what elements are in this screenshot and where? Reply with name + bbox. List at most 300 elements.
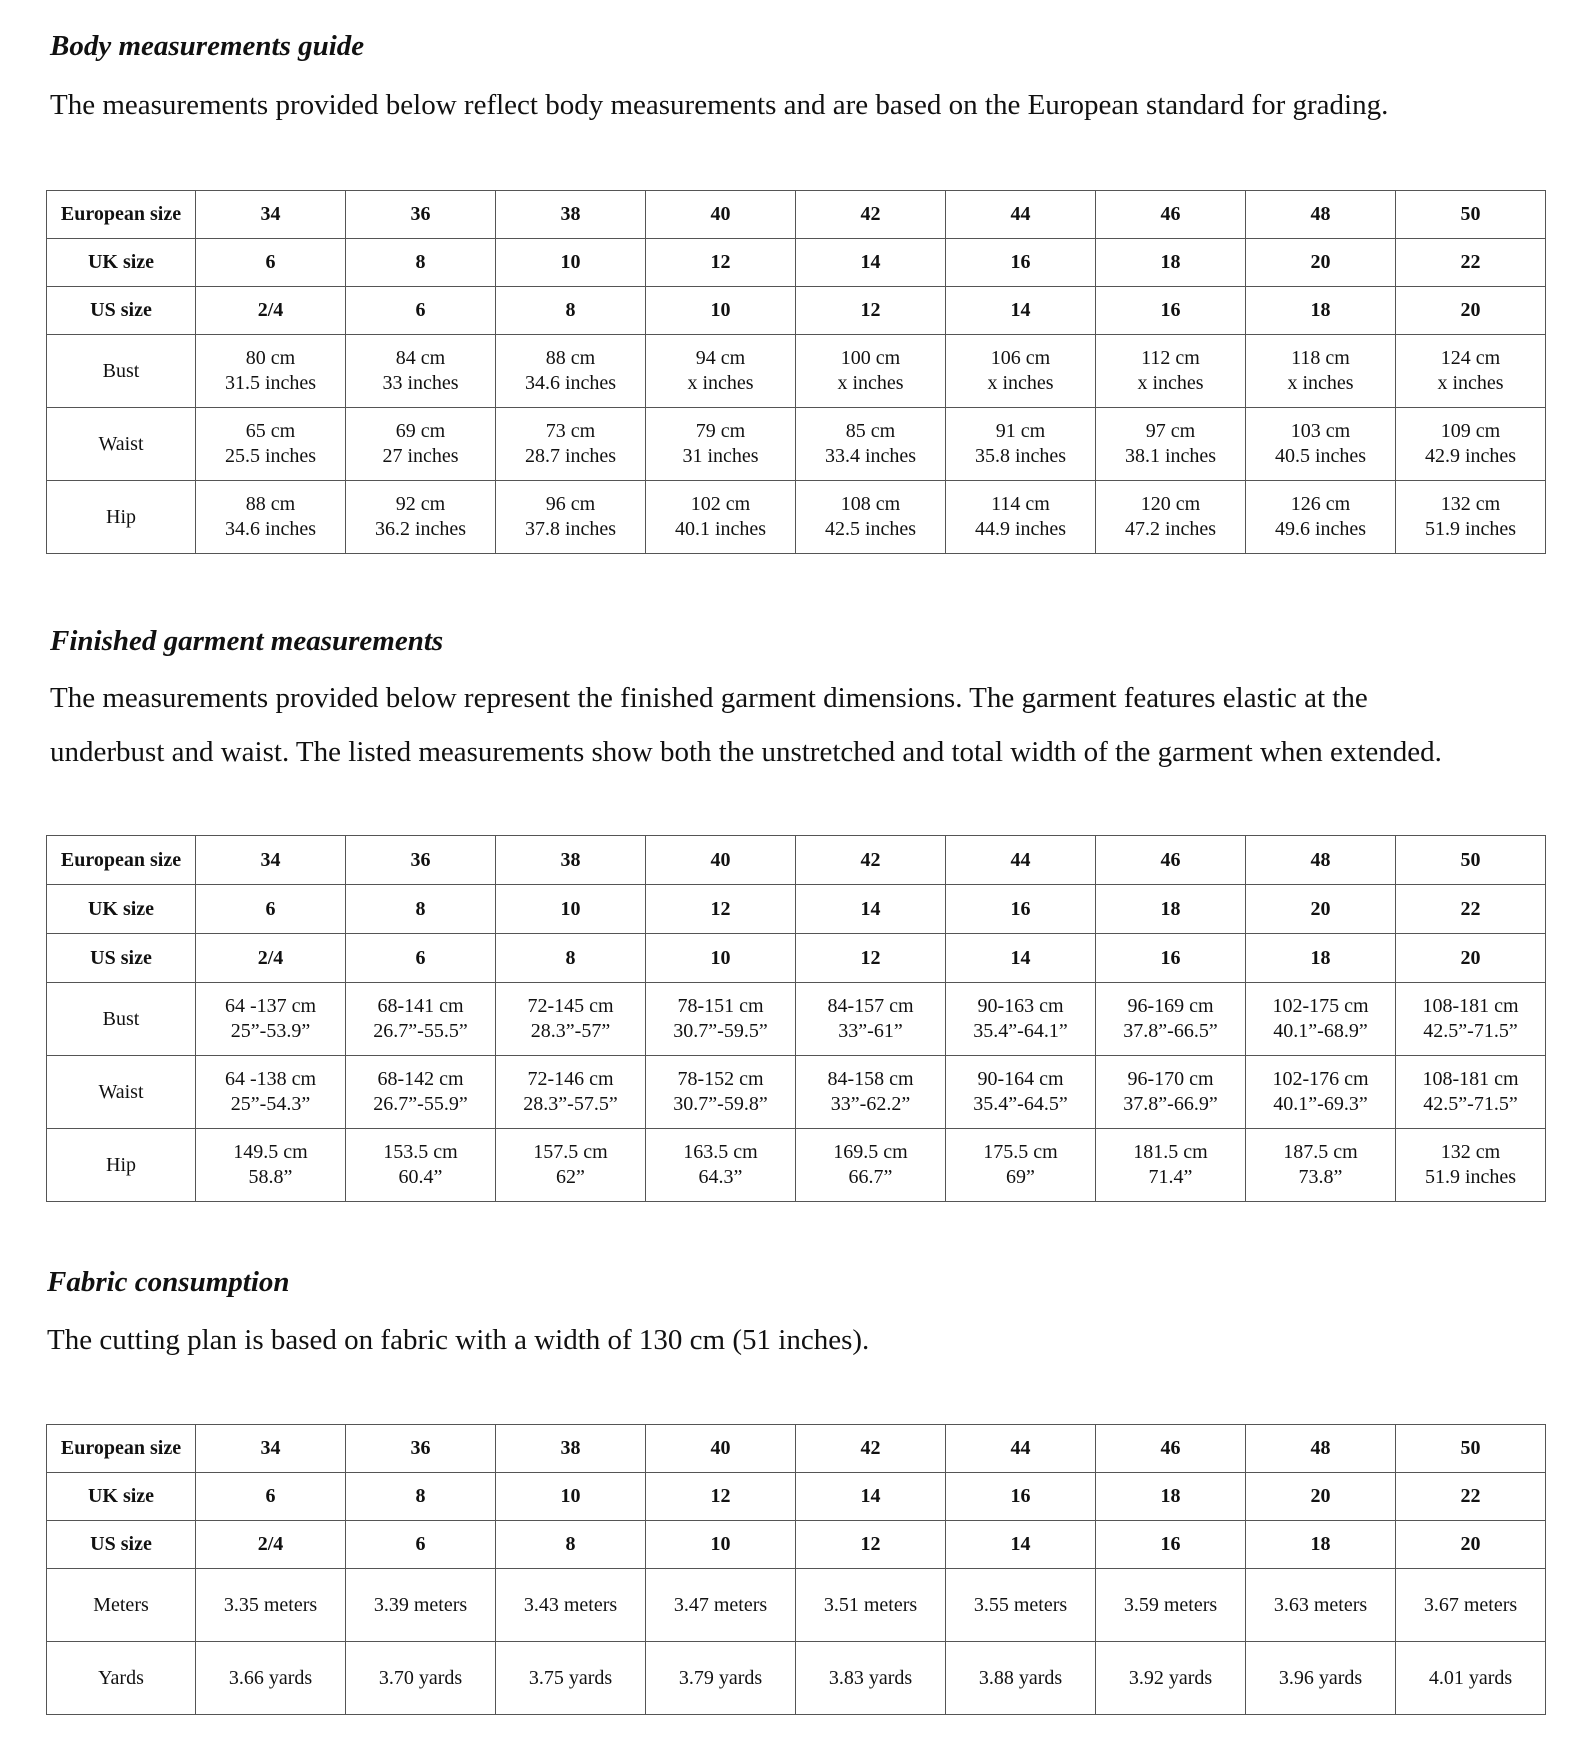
row-header: Bust <box>47 335 196 408</box>
measurement-value: 3.47 meters <box>673 1593 768 1616</box>
measurement-cell <box>946 1129 1096 1202</box>
measurement-value: 92 cm <box>395 493 446 515</box>
measurement-cell <box>346 1642 496 1715</box>
measurement-value: 175.5 cm <box>983 1141 1058 1163</box>
measurement-cell <box>1396 983 1546 1056</box>
measurement-cell <box>646 481 796 554</box>
size-row <box>47 239 1546 287</box>
measurement-cell <box>196 1642 346 1715</box>
measurement-row <box>47 335 1546 408</box>
measurement-value: 78-152 cm <box>677 1068 764 1090</box>
measurement-value: 3.96 yards <box>1278 1666 1363 1689</box>
measurement-value: 3.66 yards <box>228 1666 313 1689</box>
size-cell: 6 <box>196 1473 346 1521</box>
body-measurements-table <box>46 190 1546 554</box>
size-cell: 12 <box>796 287 946 335</box>
size-row <box>47 1521 1546 1569</box>
measurement-cell <box>796 1569 946 1642</box>
measurement-cell <box>1096 481 1246 554</box>
measurement-cell <box>1396 481 1546 554</box>
measurement-cell <box>1246 1569 1396 1642</box>
measurement-value: 27 inches <box>382 445 459 467</box>
size-cell: 46 <box>1096 1425 1246 1473</box>
measurement-value: 3.67 meters <box>1423 1593 1518 1616</box>
measurement-value: 96 cm <box>545 493 596 515</box>
measurement-cell <box>946 335 1096 408</box>
measurement-value: 33.4 inches <box>824 445 917 467</box>
measurement-value: 71.4” <box>1148 1166 1193 1188</box>
measurement-value: 58.8” <box>248 1166 293 1188</box>
measurement-value: 84-157 cm <box>827 995 914 1017</box>
row-header: Meters <box>47 1569 196 1642</box>
size-cell: 10 <box>646 1521 796 1569</box>
size-cell: 8 <box>346 885 496 934</box>
measurement-value: 169.5 cm <box>833 1141 908 1163</box>
size-cell: 8 <box>346 239 496 287</box>
measurement-value: 3.92 yards <box>1128 1666 1213 1689</box>
size-row <box>47 934 1546 983</box>
measurement-value: x inches <box>1137 372 1204 394</box>
measurement-cell <box>946 408 1096 481</box>
measurement-cell <box>1096 1129 1246 1202</box>
measurement-value: 132 cm <box>1440 493 1501 515</box>
measurement-value: 103 cm <box>1290 420 1351 442</box>
measurement-row <box>47 481 1546 554</box>
measurement-value: 37.8”-66.9” <box>1123 1093 1218 1115</box>
measurement-cell <box>196 1129 346 1202</box>
measurement-value: 42.5”-71.5” <box>1423 1093 1518 1115</box>
measurement-value: 163.5 cm <box>683 1141 758 1163</box>
measurement-value: 64 -137 cm <box>224 995 317 1017</box>
measurement-cell <box>1246 1642 1396 1715</box>
measurement-value: 42.5”-71.5” <box>1423 1020 1518 1042</box>
measurement-cell <box>346 1056 496 1129</box>
measurement-cell <box>196 481 346 554</box>
size-cell: 48 <box>1246 836 1396 885</box>
measurement-cell <box>196 408 346 481</box>
size-row <box>47 836 1546 885</box>
measurement-value: 3.59 meters <box>1123 1593 1218 1616</box>
size-row <box>47 1473 1546 1521</box>
measurement-value: 108-181 cm <box>1422 995 1519 1017</box>
size-cell: 20 <box>1246 885 1396 934</box>
measurement-cell <box>496 1129 646 1202</box>
size-cell: 22 <box>1396 885 1546 934</box>
measurement-value: 31 inches <box>682 445 759 467</box>
size-cell: 14 <box>796 239 946 287</box>
measurement-value: 72-145 cm <box>527 995 614 1017</box>
measurement-value: 68-141 cm <box>377 995 464 1017</box>
measurement-value: x inches <box>1437 372 1504 394</box>
size-cell: 50 <box>1396 191 1546 239</box>
measurement-value: 96-170 cm <box>1127 1068 1214 1090</box>
measurement-value: 3.55 meters <box>973 1593 1068 1616</box>
measurement-cell <box>946 1056 1096 1129</box>
measurement-cell <box>496 481 646 554</box>
measurement-value: 44.9 inches <box>974 518 1067 540</box>
measurement-value: 118 cm <box>1291 347 1350 369</box>
measurement-value: 37.8 inches <box>524 518 617 540</box>
measurement-value: 25”-54.3” <box>230 1093 311 1115</box>
finished-garment-description-line-1: The measurements provided below represent the finished garment dimensions. The garment features elastic at the <box>50 682 1368 714</box>
measurement-value: 65 cm <box>245 420 296 442</box>
row-header: US size <box>47 934 196 983</box>
size-cell: 14 <box>946 287 1096 335</box>
size-cell: 18 <box>1096 1473 1246 1521</box>
size-cell: 8 <box>346 1473 496 1521</box>
measurement-cell <box>196 1569 346 1642</box>
row-header: European size <box>47 191 196 239</box>
measurement-cell <box>946 1642 1096 1715</box>
size-cell: 34 <box>196 1425 346 1473</box>
measurement-value: 88 cm <box>245 493 296 515</box>
measurement-value: 37.8”-66.5” <box>1123 1020 1218 1042</box>
size-cell: 44 <box>946 191 1096 239</box>
measurement-value: 80 cm <box>245 347 296 369</box>
measurement-value: 30.7”-59.5” <box>673 1020 768 1042</box>
size-cell: 14 <box>796 1473 946 1521</box>
measurement-value: 35.8 inches <box>974 445 1067 467</box>
measurement-value: 132 cm <box>1440 1141 1501 1163</box>
size-cell: 2/4 <box>196 287 346 335</box>
measurement-cell <box>946 481 1096 554</box>
size-cell: 12 <box>796 934 946 983</box>
size-cell: 6 <box>346 1521 496 1569</box>
size-cell: 6 <box>346 287 496 335</box>
size-cell: 8 <box>496 934 646 983</box>
row-header: Hip <box>47 1129 196 1202</box>
size-cell: 38 <box>496 1425 646 1473</box>
measurement-value: 64.3” <box>698 1166 743 1188</box>
measurement-row <box>47 983 1546 1056</box>
size-cell: 46 <box>1096 836 1246 885</box>
measurement-value: 84-158 cm <box>827 1068 914 1090</box>
measurement-value: 51.9 inches <box>1424 518 1517 540</box>
measurement-value: 69 cm <box>395 420 446 442</box>
row-header: Yards <box>47 1642 196 1715</box>
measurement-cell <box>196 335 346 408</box>
measurement-cell <box>796 1642 946 1715</box>
size-cell: 10 <box>496 1473 646 1521</box>
measurement-cell <box>1096 983 1246 1056</box>
measurement-value: 96-169 cm <box>1127 995 1214 1017</box>
size-cell: 22 <box>1396 1473 1546 1521</box>
measurement-cell <box>1246 335 1396 408</box>
measurement-value: 40.1”-68.9” <box>1273 1020 1368 1042</box>
measurement-value: 157.5 cm <box>533 1141 608 1163</box>
measurement-value: 102-175 cm <box>1272 995 1369 1017</box>
measurement-cell <box>1246 1056 1396 1129</box>
measurement-value: 78-151 cm <box>677 995 764 1017</box>
measurement-value: 51.9 inches <box>1424 1166 1517 1188</box>
measurement-value: 124 cm <box>1440 347 1501 369</box>
size-cell: 36 <box>346 836 496 885</box>
measurement-value: 108-181 cm <box>1422 1068 1519 1090</box>
size-cell: 48 <box>1246 191 1396 239</box>
measurement-value: 94 cm <box>695 347 746 369</box>
measurement-value: 3.51 meters <box>823 1593 918 1616</box>
measurement-value: 72-146 cm <box>527 1068 614 1090</box>
size-cell: 16 <box>1096 1521 1246 1569</box>
measurement-value: 85 cm <box>845 420 896 442</box>
measurement-cell <box>496 1569 646 1642</box>
measurement-cell <box>1396 1569 1546 1642</box>
size-cell: 14 <box>946 1521 1096 1569</box>
size-cell: 12 <box>646 885 796 934</box>
measurement-cell <box>346 1129 496 1202</box>
measurement-value: 112 cm <box>1141 347 1200 369</box>
size-cell: 40 <box>646 191 796 239</box>
size-cell: 6 <box>196 239 346 287</box>
size-cell: 36 <box>346 191 496 239</box>
measurement-cell <box>646 1642 796 1715</box>
measurement-value: 42.5 inches <box>824 518 917 540</box>
measurement-cell <box>946 1569 1096 1642</box>
measurement-value: 102-176 cm <box>1272 1068 1369 1090</box>
size-cell: 48 <box>1246 1425 1396 1473</box>
row-header: UK size <box>47 239 196 287</box>
size-cell: 18 <box>1096 885 1246 934</box>
measurement-value: 187.5 cm <box>1283 1141 1358 1163</box>
measurement-cell <box>346 335 496 408</box>
size-cell: 18 <box>1246 934 1396 983</box>
measurement-value: 108 cm <box>840 493 901 515</box>
measurement-cell <box>1246 983 1396 1056</box>
measurement-cell <box>796 983 946 1056</box>
size-cell: 16 <box>946 885 1096 934</box>
measurement-cell <box>1396 1056 1546 1129</box>
size-cell: 2/4 <box>196 934 346 983</box>
fabric-consumption-table <box>46 1424 1546 1715</box>
measurement-value: 25”-53.9” <box>230 1020 311 1042</box>
row-header: US size <box>47 287 196 335</box>
measurement-cell <box>496 1056 646 1129</box>
measurement-cell <box>346 408 496 481</box>
size-cell: 38 <box>496 836 646 885</box>
measurement-value: 33”-61” <box>838 1020 903 1042</box>
size-cell: 18 <box>1246 1521 1396 1569</box>
measurement-value: 88 cm <box>545 347 596 369</box>
measurement-row <box>47 1569 1546 1642</box>
measurement-value: 3.83 yards <box>828 1666 913 1689</box>
size-cell: 16 <box>1096 934 1246 983</box>
measurement-value: 3.35 meters <box>223 1593 318 1616</box>
measurement-cell <box>496 1642 646 1715</box>
measurement-value: 25.5 inches <box>224 445 317 467</box>
measurement-value: 33 inches <box>382 372 459 394</box>
size-cell: 10 <box>646 934 796 983</box>
size-cell: 40 <box>646 1425 796 1473</box>
measurement-row <box>47 1129 1546 1202</box>
measurement-cell <box>496 335 646 408</box>
size-cell: 20 <box>1246 239 1396 287</box>
measurement-value: 90-164 cm <box>977 1068 1064 1090</box>
measurement-value: 106 cm <box>990 347 1051 369</box>
size-cell: 38 <box>496 191 646 239</box>
measurement-cell <box>1396 335 1546 408</box>
measurement-value: 26.7”-55.5” <box>373 1020 468 1042</box>
measurement-value: 40.5 inches <box>1274 445 1367 467</box>
size-cell: 20 <box>1396 1521 1546 1569</box>
measurement-value: 64 -138 cm <box>224 1068 317 1090</box>
measurement-value: 62” <box>556 1166 585 1188</box>
measurement-value: 4.01 yards <box>1428 1666 1513 1689</box>
measurement-cell <box>1396 1642 1546 1715</box>
measurement-value: 149.5 cm <box>233 1141 308 1163</box>
measurement-row <box>47 1056 1546 1129</box>
size-cell: 36 <box>346 1425 496 1473</box>
size-cell: 18 <box>1096 239 1246 287</box>
size-row <box>47 885 1546 934</box>
measurement-value: 3.75 yards <box>528 1666 613 1689</box>
measurement-value: x inches <box>987 372 1054 394</box>
finished-garment-title: Finished garment measurements <box>50 625 444 657</box>
measurement-value: 68-142 cm <box>377 1068 464 1090</box>
size-cell: 14 <box>946 934 1096 983</box>
measurement-value: 34.6 inches <box>224 518 317 540</box>
measurement-cell <box>646 1056 796 1129</box>
measurement-value: x inches <box>687 372 754 394</box>
measurement-value: 60.4” <box>398 1166 443 1188</box>
measurement-value: 3.43 meters <box>523 1593 618 1616</box>
body-guide-title: Body measurements guide <box>50 30 365 62</box>
measurement-value: 97 cm <box>1145 420 1196 442</box>
size-cell: 18 <box>1246 287 1396 335</box>
size-cell: 50 <box>1396 1425 1546 1473</box>
size-cell: 2/4 <box>196 1521 346 1569</box>
measurement-value: 3.88 yards <box>978 1666 1063 1689</box>
measurement-cell <box>796 1129 946 1202</box>
measurement-value: 35.4”-64.5” <box>973 1093 1068 1115</box>
measurement-cell <box>796 481 946 554</box>
size-cell: 50 <box>1396 836 1546 885</box>
size-row <box>47 1425 1546 1473</box>
size-row <box>47 191 1546 239</box>
size-cell: 16 <box>946 1473 1096 1521</box>
size-cell: 10 <box>496 885 646 934</box>
size-cell: 42 <box>796 836 946 885</box>
row-header: Bust <box>47 983 196 1056</box>
finished-garment-description-line-2: underbust and waist. The listed measurements show both the unstretched and total width of the garment when extended. <box>50 736 1442 768</box>
measurement-value: 3.79 yards <box>678 1666 763 1689</box>
size-cell: 6 <box>346 934 496 983</box>
size-cell: 42 <box>796 1425 946 1473</box>
measurement-value: 28.7 inches <box>524 445 617 467</box>
measurement-cell <box>496 983 646 1056</box>
measurement-cell <box>1246 481 1396 554</box>
size-cell: 14 <box>796 885 946 934</box>
measurement-value: 109 cm <box>1440 420 1501 442</box>
row-header: Waist <box>47 1056 196 1129</box>
measurement-cell <box>646 1129 796 1202</box>
measurement-cell <box>646 1569 796 1642</box>
measurement-cell <box>1396 1129 1546 1202</box>
measurement-value: 28.3”-57” <box>530 1020 611 1042</box>
row-header: European size <box>47 1425 196 1473</box>
measurement-cell <box>1246 1129 1396 1202</box>
body-guide-description: The measurements provided below reflect body measurements and are based on the European standard for grading. <box>50 89 1389 121</box>
size-cell: 22 <box>1396 239 1546 287</box>
size-cell: 8 <box>496 1521 646 1569</box>
size-cell: 40 <box>646 836 796 885</box>
measurement-cell <box>346 983 496 1056</box>
size-cell: 34 <box>196 191 346 239</box>
measurement-value: 3.39 meters <box>373 1593 468 1616</box>
measurement-cell <box>646 335 796 408</box>
measurement-value: 126 cm <box>1290 493 1351 515</box>
measurement-value: x inches <box>1287 372 1354 394</box>
measurement-value: 31.5 inches <box>224 372 317 394</box>
measurement-cell <box>1096 1569 1246 1642</box>
measurement-value: 73.8” <box>1298 1166 1343 1188</box>
measurement-value: 181.5 cm <box>1133 1141 1208 1163</box>
measurement-value: x inches <box>837 372 904 394</box>
measurement-cell <box>646 983 796 1056</box>
measurement-row <box>47 408 1546 481</box>
measurement-value: 120 cm <box>1140 493 1201 515</box>
measurement-value: 84 cm <box>395 347 446 369</box>
measurement-value: 153.5 cm <box>383 1141 458 1163</box>
measurement-cell <box>496 408 646 481</box>
measurement-cell <box>796 408 946 481</box>
measurement-value: 69” <box>1006 1166 1035 1188</box>
size-cell: 34 <box>196 836 346 885</box>
measurement-cell <box>796 1056 946 1129</box>
fabric-consumption-description: The cutting plan is based on fabric with a width of 130 cm (51 inches). <box>47 1324 870 1356</box>
size-cell: 44 <box>946 1425 1096 1473</box>
measurement-value: 66.7” <box>848 1166 893 1188</box>
measurement-value: 73 cm <box>545 420 596 442</box>
measurement-value: 114 cm <box>991 493 1050 515</box>
measurement-cell <box>1096 408 1246 481</box>
measurement-cell <box>196 983 346 1056</box>
size-cell: 10 <box>496 239 646 287</box>
measurement-value: 90-163 cm <box>977 995 1064 1017</box>
size-cell: 44 <box>946 836 1096 885</box>
size-cell: 12 <box>646 239 796 287</box>
row-header: Hip <box>47 481 196 554</box>
row-header: UK size <box>47 885 196 934</box>
row-header: US size <box>47 1521 196 1569</box>
measurement-cell <box>346 481 496 554</box>
measurement-cell <box>946 983 1096 1056</box>
row-header: Waist <box>47 408 196 481</box>
size-cell: 12 <box>796 1521 946 1569</box>
measurement-value: 35.4”-64.1” <box>973 1020 1068 1042</box>
measurement-value: 33”-62.2” <box>830 1093 911 1115</box>
size-cell: 16 <box>1096 287 1246 335</box>
measurement-value: 49.6 inches <box>1274 518 1367 540</box>
measurement-value: 47.2 inches <box>1124 518 1217 540</box>
measurement-value: 102 cm <box>690 493 751 515</box>
size-cell: 8 <box>496 287 646 335</box>
measurement-value: 79 cm <box>695 420 746 442</box>
measurement-cell <box>196 1056 346 1129</box>
row-header: European size <box>47 836 196 885</box>
measurement-cell <box>1096 1056 1246 1129</box>
size-cell: 20 <box>1396 934 1546 983</box>
measurement-cell <box>1396 408 1546 481</box>
measurement-value: 38.1 inches <box>1124 445 1217 467</box>
fabric-consumption-title: Fabric consumption <box>47 1266 290 1298</box>
size-cell: 20 <box>1246 1473 1396 1521</box>
size-cell: 42 <box>796 191 946 239</box>
finished-garment-table <box>46 835 1546 1202</box>
size-cell: 16 <box>946 239 1096 287</box>
measurement-row <box>47 1642 1546 1715</box>
size-cell: 6 <box>196 885 346 934</box>
measurement-value: 42.9 inches <box>1424 445 1517 467</box>
